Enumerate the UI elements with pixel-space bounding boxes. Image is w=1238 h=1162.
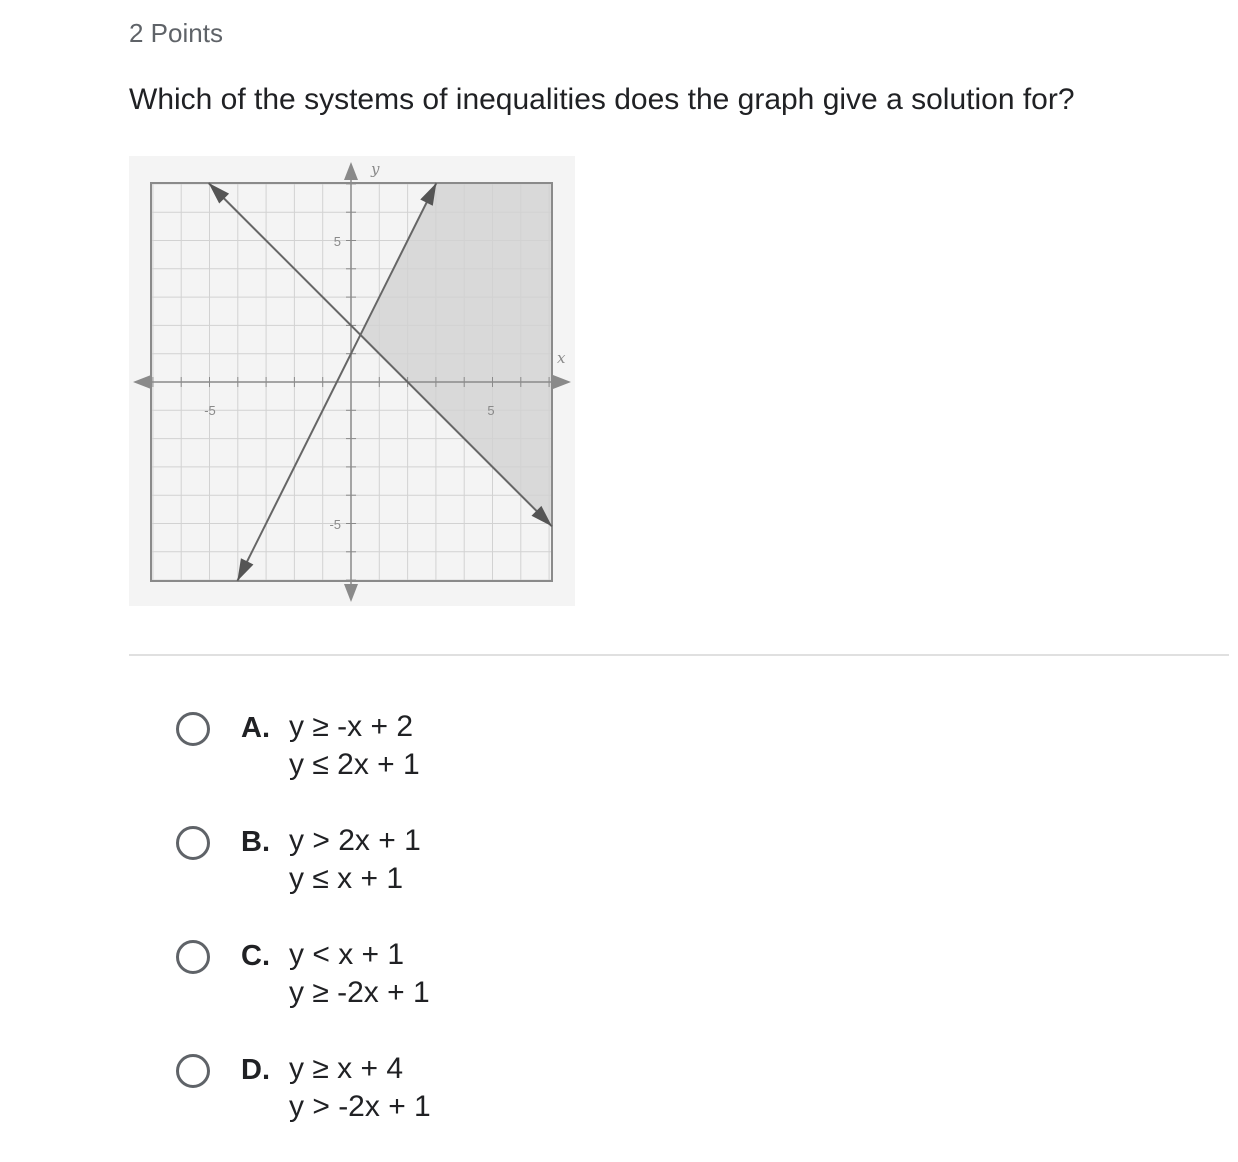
radio-button-a[interactable] [176, 712, 210, 746]
tick-label-y-neg: -5 [329, 517, 341, 532]
option-c[interactable] [176, 934, 776, 1010]
points-label: 2 Points [129, 18, 223, 48]
radio-button-d[interactable] [176, 1054, 210, 1088]
y-axis-arrow-up [344, 162, 358, 180]
tick-label-x-pos: 5 [487, 403, 495, 418]
inequality-1: y ≥ x + 4 [289, 1052, 404, 1085]
answer-options [176, 706, 776, 1162]
y-axis-arrow-down [344, 584, 358, 602]
inequality-2: y ≤ x + 1 [289, 862, 404, 895]
boundary-line-steep-arrow-start [237, 558, 253, 581]
x-axis-arrow-right [553, 375, 571, 389]
radio-button-b[interactable] [176, 826, 210, 860]
option-letter: B. [241, 826, 270, 858]
option-b[interactable] [176, 820, 776, 896]
question-text: Which of the systems of inequalities does the graph give a solution for? [129, 83, 1075, 116]
inequality-1: y > 2x + 1 [289, 824, 421, 857]
inequality-2: y ≤ 2x + 1 [289, 748, 420, 781]
inequality-1: y < x + 1 [289, 938, 405, 971]
option-letter: D. [241, 1054, 270, 1086]
inequality-graph [129, 156, 575, 606]
shaded-solution-region [360, 183, 552, 526]
tick-label-x-neg: -5 [204, 403, 216, 418]
option-letter: A. [241, 712, 270, 744]
radio-button-c[interactable] [176, 940, 210, 974]
option-d[interactable] [176, 1048, 776, 1124]
x-axis-arrow-left [133, 375, 151, 389]
x-axis-label: x [557, 349, 566, 367]
y-axis-label: y [371, 160, 380, 178]
tick-label-y-pos: 5 [333, 234, 341, 249]
section-divider [129, 654, 1229, 656]
inequality-2: y > -2x + 1 [289, 1090, 431, 1123]
inequality-2: y ≥ -2x + 1 [289, 976, 430, 1009]
inequality-1: y ≥ -x + 2 [289, 710, 413, 743]
option-letter: C. [241, 940, 270, 972]
option-a[interactable] [176, 706, 776, 782]
